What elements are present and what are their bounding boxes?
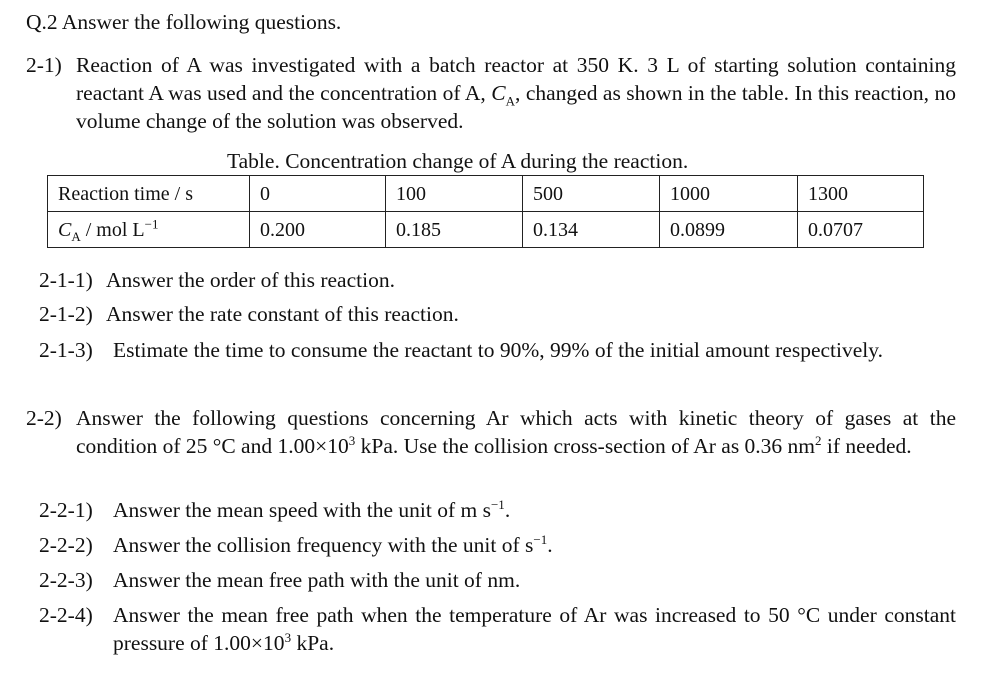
table-cell: 0.134 [523, 212, 660, 248]
table-cell: 0.185 [386, 212, 523, 248]
table-caption: Table. Concentration change of A during the reaction. [227, 149, 689, 173]
q221-label: 2-2-1) [39, 498, 93, 522]
part2-label: 2-2) [26, 406, 62, 430]
table-cell: 0.0899 [660, 212, 798, 248]
table-cell: 100 [386, 176, 523, 212]
q212-text: Answer the rate constant of this reaction. [106, 302, 459, 326]
part1-intro: Reaction of A was investigated with a batch reactor at 350 K. 3 L of starting solution containing reactant A was used and the concentration of A, $C_A$, changed as shown in the table. In this reaction, no volume change of the solution was observed. [76, 53, 956, 133]
q211-text: Answer the order of this reaction. [106, 268, 395, 292]
q221-text: Answer the mean speed with the unit of m $s^{-1}$. [113, 496, 511, 522]
table-header-time: Reaction time / s [48, 176, 250, 212]
table-cell: 1000 [660, 176, 798, 212]
table-header-concentration: $C_A$ / mol $L^{-1}$ [48, 212, 250, 248]
table-cell: 1300 [798, 176, 924, 212]
question-title: Q.2 Answer the following questions. [26, 10, 342, 34]
q223-text: Answer the mean free path with the unit of nm. [113, 568, 521, 592]
q222-label: 2-2-2) [39, 533, 93, 557]
q224-label: 2-2-4) [39, 603, 93, 627]
q223-label: 2-2-3) [39, 568, 93, 592]
q211-label: 2-1-1) [39, 268, 93, 292]
concentration-table [47, 175, 924, 248]
part1-label: 2-1) [26, 53, 62, 77]
table-cell: 0.200 [250, 212, 386, 248]
table-cell: 500 [523, 176, 660, 212]
table-cell: 0.0707 [798, 212, 924, 248]
q224-text: Answer the mean free path when the temperature of Ar was increased to 50 °C under constant pressure of $1.00\times 10^3$ kPa. [113, 603, 956, 655]
q212-label: 2-1-2) [39, 302, 93, 326]
q222-text: Answer the collision frequency with the unit of $s^{-1}$. [113, 531, 553, 557]
table-row-concentration [48, 212, 924, 248]
table-cell: 0 [250, 176, 386, 212]
q213-label: 2-1-3) [39, 338, 93, 362]
part2-intro: Answer the following questions concerning Ar which acts with kinetic theory of gases at the condition of 25 °C and $1.00\times 10^3$ kPa. Use the collision cross-section of Ar as 0.36 $nm^2$ if needed. [76, 406, 956, 458]
table-row-time [48, 176, 924, 212]
q213-text: Estimate the time to consume the reactant to 90%, 99% of the initial amount respectively. [113, 338, 883, 362]
